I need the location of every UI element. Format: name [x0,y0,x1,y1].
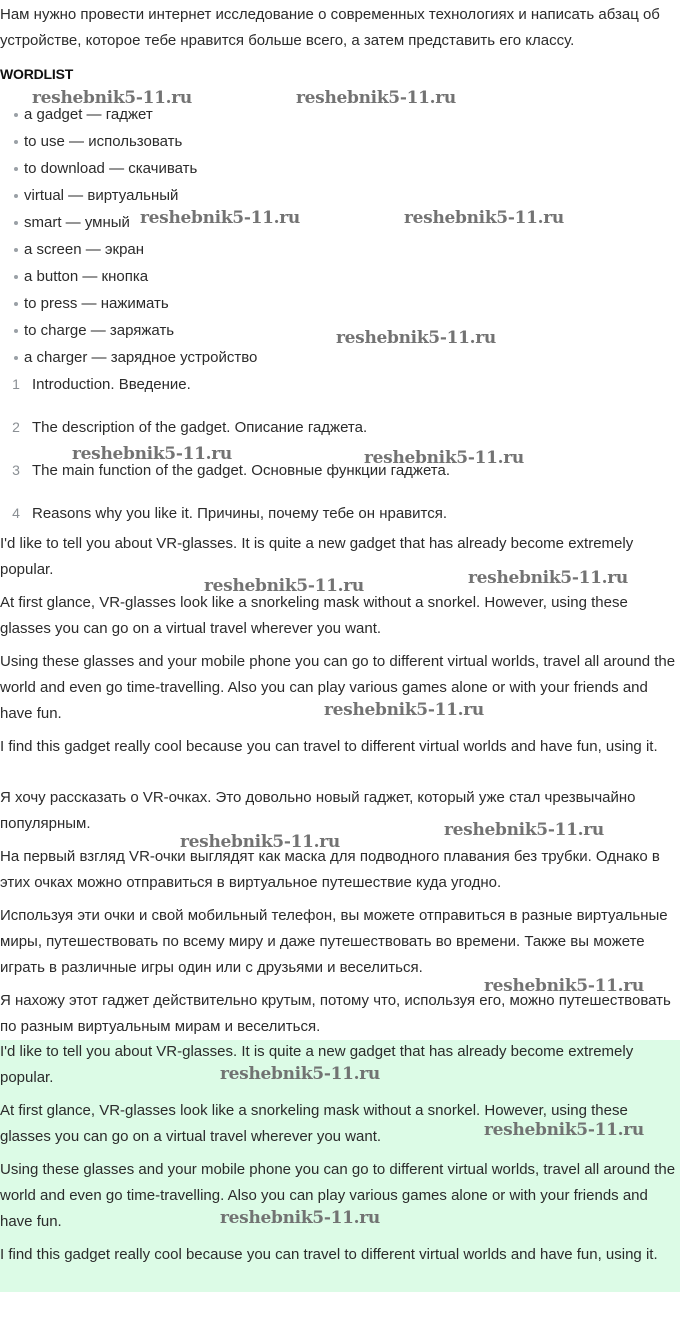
answer-paragraph: Using these glasses and your mobile phone you can go to different virtual worlds, travel all around the world and even go time-travelling. Also you can play various games alone or with your friends and have fun. [0,1161,676,1230]
watermark: reshebnik5-11.ru [484,976,644,996]
essay-ru-paragraph: Я хочу рассказать о VR-очках. Это довольно новый гаджет, который уже стал чрезвычайно популярным. [0,789,636,832]
essay-ru-paragraph: На первый взгляд VR-очки выглядят как маска для подводного плавания без трубки. Однако в этих очках можно отправиться в виртуальное путешествие куда угодно. [0,848,660,891]
watermark: reshebnik5-11.ru [140,208,300,228]
wordlist-item: a charger — зарядное устройство [12,344,257,371]
wordlist-item: a button — кнопка [12,263,257,290]
watermark: reshebnik5-11.ru [468,568,628,588]
wordlist-item: to download — скачивать [12,155,257,182]
wordlist-heading: WORDLIST [0,66,74,82]
watermark: reshebnik5-11.ru [72,444,232,464]
plan-number: 1 [12,376,20,392]
wordlist-item: to press — нажимать [12,290,257,317]
plan-text: The main function of the gadget. Основные функции гаджета. [32,462,451,479]
plan-number: 2 [12,419,20,435]
answer-paragraph: I'd like to tell you about VR-glasses. It is quite a new gadget that has already become extremely popular. [0,1043,634,1086]
plan-text: The description of the gadget. Описание гаджета. [32,419,368,436]
essay-en-paragraph: I'd like to tell you about VR-glasses. It is quite a new gadget that has already become extremely popular. [0,535,634,578]
watermark: reshebnik5-11.ru [444,820,604,840]
watermark: reshebnik5-11.ru [484,1120,644,1140]
wordlist-item: smart — умный [12,209,257,236]
answer-paragraph: I find this gadget really cool because you can travel to different virtual worlds and have fun, using it. [0,1246,658,1263]
plan-number: 4 [12,505,20,521]
essay-ru-paragraph: Используя эти очки и свой мобильный телефон, вы можете отправиться в разные виртуальные миры, путешествовать по всему миру и даже путешествовать во времени. Также вы можете играть в различные игры один или с друзьями и веселиться. [0,907,668,976]
watermark: reshebnik5-11.ru [404,208,564,228]
wordlist-item: to use — использовать [12,128,257,155]
watermark: reshebnik5-11.ru [204,576,364,596]
plan-number: 3 [12,462,20,478]
answer-paragraph: At first glance, VR-glasses look like a snorkeling mask without a snorkel. However, using these glasses you can go on a virtual travel wherever you want. [0,1102,628,1145]
task-instruction: Нам нужно провести интернет исследование о современных технологиях и написать абзац об устройстве, которое тебе нравится больше всего, а затем представить его классу. [0,6,660,49]
wordlist-item: a screen — экран [12,236,257,263]
wordlist-item: virtual — виртуальный [12,182,257,209]
watermark: reshebnik5-11.ru [296,88,456,108]
essay-en-paragraph: I find this gadget really cool because you can travel to different virtual worlds and have fun, using it. [0,738,658,755]
plan-text: Introduction. Введение. [32,376,191,393]
wordlist-item: to charge — заряжать [12,317,257,344]
watermark: reshebnik5-11.ru [180,832,340,852]
watermark: reshebnik5-11.ru [364,448,524,468]
watermark: reshebnik5-11.ru [220,1064,380,1084]
wordlist [12,101,257,371]
watermark: reshebnik5-11.ru [336,328,496,348]
watermark: reshebnik5-11.ru [324,700,484,720]
plan-text: Reasons why you like it. Причины, почему тебе он нравится. [32,505,448,522]
wordlist-item: a gadget — гаджет [12,101,257,128]
essay-en-paragraph: Using these glasses and your mobile phone you can go to different virtual worlds, travel all around the world and even go time-travelling. Also you can play various games alone or with your friends and have fun. [0,653,676,722]
watermark: reshebnik5-11.ru [32,88,192,108]
essay-en-paragraph: At first glance, VR-glasses look like a snorkeling mask without a snorkel. However, using these glasses you can go on a virtual travel wherever you want. [0,594,628,637]
watermark: reshebnik5-11.ru [220,1208,380,1228]
plan-item [0,371,450,414]
essay-ru-paragraph: Я нахожу этот гаджет действительно крутым, потому что, используя его, можно путешествовать по разным виртуальным мирам и веселиться. [0,992,671,1035]
